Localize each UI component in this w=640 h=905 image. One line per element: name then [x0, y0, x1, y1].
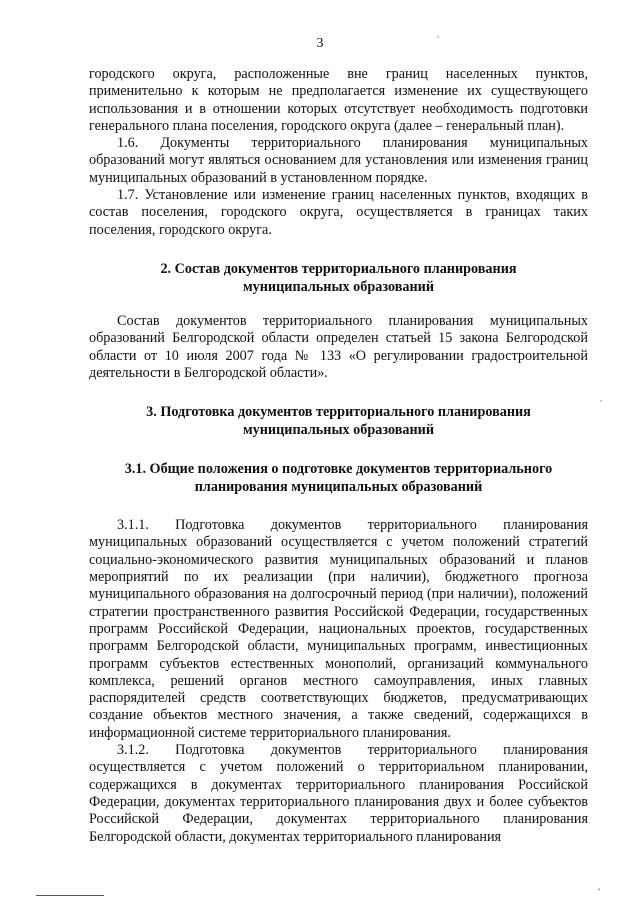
paragraph-continuation: городского округа, расположенные вне границ населенных пунктов, применительно к которым не предполагается изменение их существующего использования и в отношении которых отсутствует необходимость подготовки генерального плана поселения, городского округа (далее – генеральный план). — [89, 66, 588, 134]
page-number: 3 — [316, 36, 324, 51]
spacer — [89, 496, 588, 517]
section-3-heading-line2: муниципальных образований — [242, 422, 434, 439]
scan-speck — [600, 400, 602, 402]
spacer — [89, 382, 588, 403]
section-3-heading-line1: 3. Подготовка документов территориального планирования — [146, 404, 531, 421]
section-2-heading-line2: муниципальных образований — [242, 278, 434, 295]
section-3-1-heading-line1: 3.1. Общие положения о подготовке документов территориального — [124, 461, 553, 478]
footnote-divider — [36, 895, 104, 896]
spacer — [89, 439, 588, 460]
spacer — [89, 296, 588, 313]
paragraph-1-6: 1.6. Документы территориального планирования муниципальных образований могут являться основанием для установления или изменения границ муниципальных образований в установленном порядке. — [89, 135, 588, 186]
scan-speck — [598, 888, 600, 891]
section-3-heading — [89, 403, 588, 439]
spacer — [89, 239, 588, 260]
scan-speck — [437, 36, 439, 38]
paragraph-3-1-1: 3.1.1. Подготовка документов территориального планирования муниципальных образований осуществляется с учетом положений стратегий социально-экономического развития муниципальных образований и планов мероприятий по их реализации (при наличии), бюджетного прогноза муниципального образования на долгосрочный период (при наличии), положений стратегии пространственного развития Российской Федерации, государственных программ Российской Федерации, национальных проектов, государственных программ Белгородской области, муниципальных программ, инвестиционных программ субъектов естественных монополий, организаций коммунального комплекса, решений органов местного самоуправления, иных главных распорядителей средств соответствующих бюджетов, предусматривающих создание объектов местного значения, а также сведений, содержащихся в информационной системе территориального планирования. — [89, 517, 588, 741]
section-3-1-heading — [89, 460, 588, 496]
section-2-paragraph: Состав документов территориального планирования муниципальных образований Белгородской области определен статьей 15 закона Белгородской области от 10 июля 2007 года № 133 «О регулировании градостроительной деятельности в Белгородской области». — [89, 312, 588, 381]
section-2-heading-line1: 2. Состав документов территориального планирования — [160, 260, 517, 277]
section-3-1-heading-line2: планирования муниципальных образований — [194, 479, 483, 496]
document-body — [89, 66, 588, 846]
paragraph-3-1-2: 3.1.2. Подготовка документов территориального планирования осуществляется с учетом положений о территориальном планировании, содержащихся в документах территориального планирования Российской Федерации, документах территориального планирования двух и более субъектов Российской Федерации, документах территориального планирования Белгородской области, документах территориального планирования — [89, 742, 588, 845]
paragraph-1-7: 1.7. Установление или изменение границ населенных пунктов, входящих в состав поселения, городского округа, осуществляется в границах таких поселения, городского округа. — [89, 187, 588, 238]
section-2-heading — [89, 260, 588, 296]
